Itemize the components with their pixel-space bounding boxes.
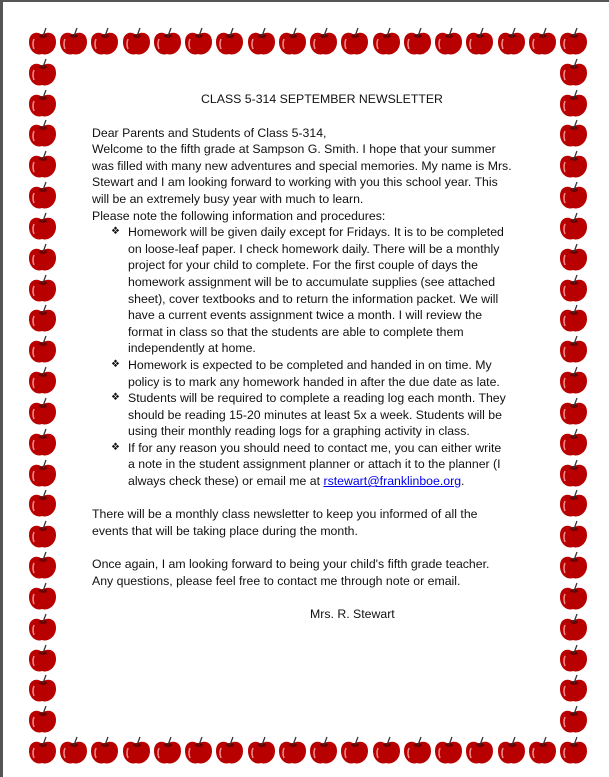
apple-icon <box>558 273 589 304</box>
apple-icon <box>558 673 589 704</box>
apple-icon <box>89 735 120 766</box>
apple-icon <box>183 26 214 57</box>
newsletter <box>92 91 532 622</box>
apple-icon <box>558 458 589 489</box>
email-link[interactable]: rstewart@franklinboe.org <box>323 474 462 489</box>
text-line: policy is to mark any homework handed in after the due date as late. <box>128 374 500 389</box>
apple-icon <box>27 273 58 304</box>
apple-icon <box>58 735 89 766</box>
bullet-diamond-icon: ❖ <box>111 358 120 370</box>
apple-icon <box>27 458 58 489</box>
text-line: Dear Parents and Students of Class 5-314, <box>92 125 327 140</box>
text-line: using their monthly reading logs for a graphing activity in class. <box>128 424 470 439</box>
apple-icon <box>371 26 402 57</box>
text-line: Any questions, please feel free to contact me through note or email. <box>92 573 461 588</box>
apple-icon <box>27 211 58 242</box>
apple-icon <box>27 550 58 581</box>
text-line: should be reading 15-20 minutes at least 5x a week. Students will be <box>128 407 502 422</box>
apple-icon <box>121 735 152 766</box>
apple-icon <box>527 26 558 57</box>
text-line-with-email <box>128 473 532 490</box>
apple-icon <box>27 180 58 211</box>
bullet-item <box>92 440 532 490</box>
apple-icon <box>558 118 589 149</box>
apple-icon <box>214 735 245 766</box>
text-line: homework assignment will be to accumulate supplies (see attached <box>128 274 496 289</box>
text-line: always check these) or email me at <box>128 474 324 489</box>
apple-icon <box>464 735 495 766</box>
apple-icon <box>27 242 58 273</box>
apple-icon <box>27 643 58 674</box>
apple-icon <box>339 735 370 766</box>
apple-icon <box>27 396 58 427</box>
text-line: was filled with many new adventures and special memories. My name is Mrs. <box>92 158 512 173</box>
text-line: Once again, I am looking forward to being your child's fifth grade teacher. <box>92 557 490 572</box>
apple-icon <box>27 519 58 550</box>
text-line: Stewart and I am looking forward to working with you this school year. This <box>92 175 498 190</box>
apple-icon <box>152 735 183 766</box>
apple-icon <box>558 735 589 766</box>
apple-icon <box>183 735 214 766</box>
apple-icon <box>558 242 589 273</box>
bullet-diamond-icon: ❖ <box>111 441 120 453</box>
text-line: Students will be required to complete a reading log each month. They <box>128 391 506 406</box>
text-line: will be an extremely busy year with much to learn. <box>92 191 364 206</box>
apple-icon <box>27 365 58 396</box>
apple-icon <box>308 26 339 57</box>
apple-icon <box>246 735 277 766</box>
apple-icon <box>558 180 589 211</box>
text-line: format in class so that the students are able to complete them <box>128 324 464 339</box>
apple-icon <box>402 26 433 57</box>
apple-icon <box>27 488 58 519</box>
apple-icon <box>277 26 308 57</box>
apple-icon <box>558 488 589 519</box>
apple-icon <box>277 735 308 766</box>
apple-icon <box>27 673 58 704</box>
apple-icon <box>58 26 89 57</box>
text-line: Homework is expected to be completed and handed in on time. My <box>128 357 492 372</box>
text-line: There will be a monthly class newsletter to keep you informed of all the <box>92 507 478 522</box>
bullet-list <box>92 224 532 490</box>
apple-icon <box>558 550 589 581</box>
apple-icon <box>27 612 58 643</box>
apple-icon <box>27 118 58 149</box>
text-line: events that will be taking place during the month. <box>92 523 358 538</box>
apple-icon <box>27 57 58 88</box>
apple-icon <box>402 735 433 766</box>
apple-icon <box>558 26 589 57</box>
apple-icon <box>214 26 245 57</box>
apple-icon <box>27 149 58 180</box>
closing-paragraph-contact <box>92 556 532 589</box>
text-line: independently at home. <box>128 341 256 356</box>
apple-icon <box>27 303 58 334</box>
apple-icon <box>152 26 183 57</box>
apple-icon <box>27 26 58 57</box>
apple-icon <box>558 57 589 88</box>
apple-icon <box>433 26 464 57</box>
apple-icon <box>464 26 495 57</box>
apple-icon <box>558 396 589 427</box>
text-line: a note in the student assignment planner or attach it to the planner (I <box>128 457 501 472</box>
apple-icon <box>558 612 589 643</box>
apple-icon <box>27 88 58 119</box>
apple-icon <box>496 735 527 766</box>
apple-icon <box>496 26 527 57</box>
text-line: have a current events assignment twice a month. I will review the <box>128 308 483 323</box>
apple-icon <box>89 26 120 57</box>
apple-icon <box>558 303 589 334</box>
newsletter-title: CLASS 5-314 SEPTEMBER NEWSLETTER <box>201 92 443 106</box>
punctuation: . <box>461 474 465 489</box>
bullet-diamond-icon: ❖ <box>111 392 120 404</box>
bullet-item <box>92 390 532 440</box>
apple-icon <box>558 149 589 180</box>
closing-paragraph-newsletter <box>92 506 532 539</box>
apple-icon <box>558 334 589 365</box>
signature: Mrs. R. Stewart <box>310 606 395 621</box>
apple-icon <box>558 519 589 550</box>
apple-icon <box>27 334 58 365</box>
text-line: Homework will be given daily except for Fridays. It is to be completed <box>128 225 504 240</box>
text-line: project for your child to complete. For the first couple of days the <box>128 258 478 273</box>
apple-icon <box>558 643 589 674</box>
apple-icon <box>371 735 402 766</box>
apple-icon <box>558 211 589 242</box>
apple-icon <box>246 26 277 57</box>
text-line: on loose-leaf paper. I check homework daily. There will be a monthly <box>128 241 500 256</box>
apple-icon <box>308 735 339 766</box>
apple-icon <box>558 427 589 458</box>
apple-icon <box>433 735 464 766</box>
apple-icon <box>27 427 58 458</box>
text-line: Please note the following information and procedures: <box>92 208 386 223</box>
apple-icon <box>27 704 58 735</box>
text-line: If for any reason you should need to contact me, you can either write <box>128 440 502 455</box>
apple-icon <box>339 26 370 57</box>
bullet-item <box>92 357 532 390</box>
apple-icon <box>527 735 558 766</box>
apple-icon <box>121 26 152 57</box>
intro-paragraph <box>92 125 532 225</box>
apple-icon <box>27 735 58 766</box>
text-line: Welcome to the fifth grade at Sampson G. Smith. I hope that your summer <box>92 142 496 157</box>
apple-icon <box>558 704 589 735</box>
apple-icon <box>27 581 58 612</box>
text-line: sheet), cover textbooks and to return the information packet. We will <box>128 291 499 306</box>
apple-icon <box>558 88 589 119</box>
bullet-item <box>92 224 532 357</box>
apple-icon <box>558 581 589 612</box>
apple-icon <box>558 365 589 396</box>
bullet-diamond-icon: ❖ <box>111 226 120 238</box>
